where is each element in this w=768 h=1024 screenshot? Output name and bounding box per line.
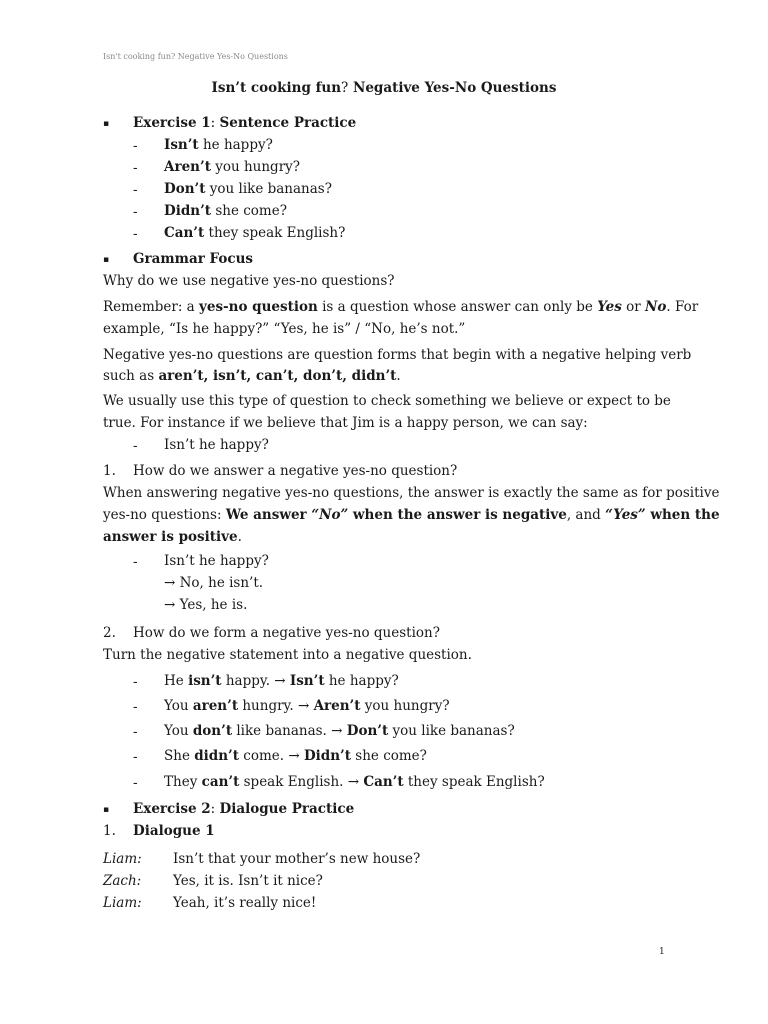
text-run: yes-no questions:	[103, 507, 226, 523]
arrow-icon: →	[164, 597, 176, 613]
page-title	[0, 80, 768, 96]
list-item	[164, 136, 273, 154]
text-run: you hungry?	[360, 698, 450, 714]
text-run: Yes, he is.	[175, 597, 248, 613]
negative-verb: Didn’t	[164, 203, 212, 219]
text-run: .	[237, 529, 242, 545]
answer-no	[164, 574, 263, 592]
bullet-marker: ▪	[103, 805, 110, 815]
answer-example: Isn’t he happy?	[164, 553, 269, 569]
list-number: 1.	[103, 463, 116, 479]
negative-verb: Aren’t	[164, 159, 211, 175]
dash-marker: -	[133, 438, 138, 454]
transform-example	[164, 697, 450, 715]
text-run: They	[164, 774, 202, 790]
dialogue-speaker: Liam:	[103, 895, 142, 911]
arrow-icon: →	[288, 748, 300, 764]
text-run: Remember: a	[103, 299, 200, 315]
answer-paragraph: When answering negative yes-no questions, the answer is exactly the same as for positive	[103, 485, 720, 501]
remember-example: example, “Is he happy?” “Yes, he is” / “No, he’s not.”	[103, 321, 466, 337]
text-run: .	[396, 368, 401, 384]
bold-term: Don’t	[346, 723, 389, 739]
text-run: , and	[566, 507, 606, 523]
negative-definition: Negative yes-no questions are question forms that begin with a negative helping verb	[103, 347, 692, 363]
dialogue-speaker: Liam:	[103, 851, 142, 867]
bold-term: Can’t	[363, 774, 404, 790]
title-part: Isn’t cooking fun	[211, 80, 342, 96]
answer-yes	[164, 596, 247, 614]
text-run: or	[621, 299, 646, 315]
list-number: 1.	[103, 823, 116, 839]
bold-term: Isn’t	[289, 673, 325, 689]
item-text: she come?	[211, 203, 287, 219]
bold-italic-term: Yes	[597, 299, 622, 315]
colon: :	[210, 115, 220, 131]
form-question: How do we form a negative yes-no question?	[133, 625, 440, 641]
text-run: like bananas.	[232, 723, 332, 739]
dash-marker: -	[133, 775, 138, 791]
text-run: such as	[103, 368, 159, 384]
bold-italic-term: “No”	[311, 507, 349, 523]
dash-marker: -	[133, 182, 138, 198]
text-run: He	[164, 673, 189, 689]
text-run: he happy?	[324, 673, 399, 689]
list-item	[164, 224, 345, 242]
arrow-icon: →	[347, 774, 360, 790]
item-text: you hungry?	[210, 159, 301, 175]
dash-marker: -	[133, 674, 138, 690]
dialogue-title: Dialogue 1	[133, 823, 215, 839]
usage-paragraph: We usually use this type of question to check something we believe or expect to be	[103, 393, 671, 409]
bullet-marker: ▪	[103, 119, 110, 129]
bold-term: We answer	[225, 507, 312, 523]
arrow-icon: →	[274, 673, 286, 689]
exercise-label: Exercise 1	[133, 115, 211, 131]
transform-example	[164, 722, 515, 740]
bold-term: aren’t, isn’t, can’t, don’t, didn’t	[158, 368, 397, 384]
transform-example	[164, 773, 545, 791]
item-text: you like bananas?	[205, 181, 332, 197]
exercise-1-heading	[133, 114, 356, 132]
usage-example: Isn’t he happy?	[164, 437, 269, 453]
dash-marker: -	[133, 724, 138, 740]
text-run: they speak English?	[403, 774, 545, 790]
negative-verb: Don’t	[164, 181, 206, 197]
usage-paragraph-cont: true. For instance if we believe that Jim is a happy person, we can say:	[103, 415, 588, 431]
dash-marker: -	[133, 749, 138, 765]
dash-marker: -	[133, 204, 138, 220]
answer-question: How do we answer a negative yes-no question?	[133, 463, 458, 479]
transform-example	[164, 672, 399, 690]
text-run: come.	[239, 748, 289, 764]
negative-definition-cont	[103, 367, 401, 385]
grammar-question: Why do we use negative yes-no questions?	[103, 273, 395, 289]
exercise-2-heading	[133, 800, 354, 818]
exercise-label: Exercise 2	[133, 801, 211, 817]
bold-term: didn’t	[194, 748, 239, 764]
dash-marker: -	[133, 226, 138, 242]
title-part: Negative Yes-No Questions	[348, 80, 557, 96]
text-run: happy.	[221, 673, 275, 689]
form-instruction: Turn the negative statement into a negative question.	[103, 647, 472, 663]
list-number: 2.	[103, 625, 116, 641]
bold-italic-term: No	[645, 299, 667, 315]
dash-marker: -	[133, 554, 138, 570]
dialogue-speaker: Zach:	[103, 873, 142, 889]
dash-marker: -	[133, 160, 138, 176]
item-text: they speak English?	[204, 225, 346, 241]
text-run: speak English.	[239, 774, 348, 790]
arrow-icon: →	[164, 575, 176, 591]
answer-paragraph-cont	[103, 506, 720, 524]
bold-term: Aren’t	[313, 698, 361, 714]
arrow-icon: →	[297, 698, 310, 714]
transform-example	[164, 747, 427, 765]
text-run: . For	[666, 299, 699, 315]
text-run: You	[164, 723, 193, 739]
dialogue-line: Isn’t that your mother’s new house?	[173, 851, 421, 867]
bold-term: when the answer is negative	[348, 507, 567, 523]
arrow-icon: →	[331, 723, 343, 739]
dialogue-line: Yeah, it’s really nice!	[173, 895, 317, 911]
text-run: she come?	[351, 748, 427, 764]
bold-term: can’t	[201, 774, 240, 790]
colon: :	[210, 801, 220, 817]
grammar-focus-heading: Grammar Focus	[133, 251, 254, 267]
text-run: You	[164, 698, 193, 714]
text-run: is a question whose answer can only be	[317, 299, 598, 315]
bold-term: aren’t	[192, 698, 239, 714]
remember-paragraph	[103, 298, 698, 316]
list-item	[164, 180, 332, 198]
exercise-subheading: Dialogue Practice	[219, 801, 355, 817]
bold-term: Didn’t	[303, 748, 351, 764]
bold-term: isn’t	[188, 673, 222, 689]
bold-term: yes-no question	[199, 299, 318, 315]
negative-verb: Can’t	[164, 225, 205, 241]
text-run: hungry.	[238, 698, 298, 714]
negative-verb: Isn’t	[164, 137, 199, 153]
running-header: Isn't cooking fun? Negative Yes-No Questions	[103, 52, 288, 61]
exercise-subheading: Sentence Practice	[219, 115, 357, 131]
text-run: She	[164, 748, 195, 764]
bold-term: when the	[645, 507, 720, 523]
bold-italic-term: “Yes”	[605, 507, 646, 523]
list-item	[164, 158, 300, 176]
item-text: he happy?	[198, 137, 273, 153]
title-question-mark: ?	[341, 80, 349, 96]
bullet-marker: ▪	[103, 255, 110, 265]
page-number: 1	[659, 947, 665, 957]
dash-marker: -	[133, 699, 138, 715]
text-run: you like bananas?	[388, 723, 515, 739]
list-item	[164, 202, 287, 220]
text-run: No, he isn’t.	[175, 575, 264, 591]
dash-marker: -	[133, 138, 138, 154]
bold-term: answer is positive	[103, 529, 238, 545]
dialogue-line: Yes, it is. Isn’t it nice?	[173, 873, 323, 889]
answer-paragraph-end	[103, 528, 242, 546]
bold-term: don’t	[192, 723, 233, 739]
